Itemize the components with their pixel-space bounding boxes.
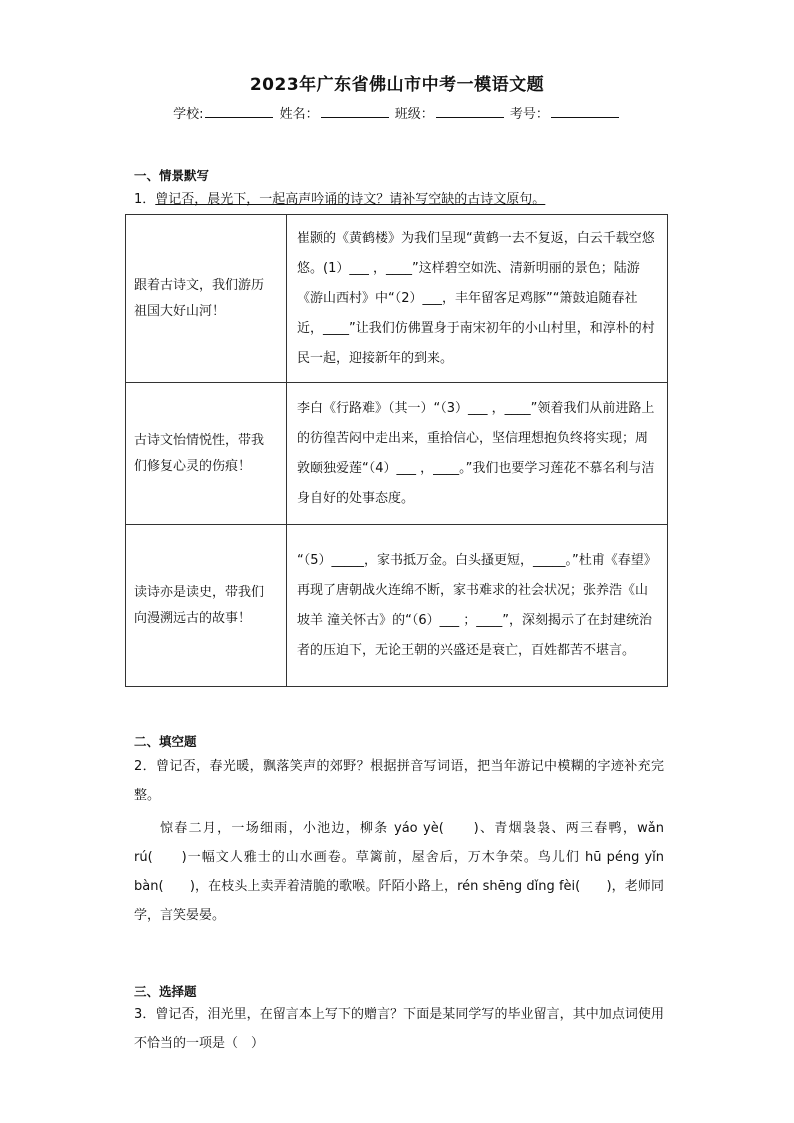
exam-title: 2023年广东省佛山市中考一模语文题 <box>249 75 545 95</box>
question-3-number: 3． <box>134 1007 156 1022</box>
question-2-passage: 惊春二月，一场细雨，小池边，柳条 yáo yè( )、青烟袅袅、两三春鸭，wǎn rú( )一幅文人雅士的山水画卷。草篱前，屋舍后，万木争荣。鸟儿们 hū péng yǐn bàn( )，在枝头上卖弄着清脆的歌喉。阡陌小路上，rén shēng dǐng fèi( )，老师同学，言笑晏晏。 <box>134 821 664 923</box>
name-blank <box>321 105 389 118</box>
section-heading-2: 二、填空题 <box>134 734 197 749</box>
class-label: 班级： <box>394 107 434 122</box>
table-cell-theme: 跟着古诗文，我们游历祖国大好山河！ <box>126 215 287 383</box>
class-blank <box>436 105 504 118</box>
school-blank <box>205 105 273 118</box>
table-row <box>126 525 668 687</box>
number-label: 考号： <box>509 107 549 122</box>
table-cell-content: 崔颢的《黄鹤楼》为我们呈现“黄鹤一去不复返，白云千载空悠悠。(1）___ ，____”这样碧空如洗、清新明丽的景色；陆游《游山西村》中“（2）___，丰年留客足鸡豚”“箫鼓追随春社近，____”让我们仿佛置身于南宋初年的小山村里，和淳朴的村民一起，迎接新年的到来。 <box>287 215 668 383</box>
school-label: 学校: <box>173 107 204 122</box>
question-1-text: 曾记否，晨光下，一起高声吟诵的诗文？请补写空缺的古诗文原句。 <box>155 192 546 207</box>
name-label: 姓名： <box>279 107 319 122</box>
question-2 <box>134 752 664 810</box>
section-heading-1: 一、情景默写 <box>134 168 210 183</box>
table-cell-content: “（5）_____，家书抵万金。白头搔更短，_____。”杜甫《春望》再现了唐朝战火连绵不断，家书难求的社会状况；张养浩《山坡羊 潼关怀古》的“（6）___ ；____”，深刻揭示了在封建统治者的压迫下，无论王朝的兴盛还是衰亡，百姓都苦不堪言。 <box>287 525 668 687</box>
table-cell-theme: 古诗文怡情悦性，带我们修复心灵的伤痕！ <box>126 383 287 525</box>
question-2-number: 2． <box>134 759 157 774</box>
table-row <box>126 383 668 525</box>
student-info-line <box>0 103 794 122</box>
table-cell-theme: 读诗亦是读史，带我们向漫溯远古的故事！ <box>126 525 287 687</box>
table-cell-content: 李白《行路难》（其一）“（3）___ ，____”领着我们从前进路上的彷徨苦闷中走出来，重拾信心，坚信理想抱负终将实现；周敦颐独爱莲“（4）___ ，____。”我们也要学习莲花不慕名利与洁身自好的处事态度。 <box>287 383 668 525</box>
table-row <box>126 215 668 383</box>
question-3-text: 曾记否，泪光里，在留言本上写下的赠言？下面是某同学写的毕业留言，其中加点词使用不恰当的一项是（ ） <box>134 1007 664 1051</box>
question-2-text: 曾记否，春光暖，飘落笑声的郊野？根据拼音写词语，把当年游记中模糊的字迹补充完整。 <box>134 759 664 803</box>
question-1 <box>134 186 664 214</box>
poem-table <box>125 214 668 687</box>
number-blank <box>551 105 619 118</box>
question-3 <box>134 1000 664 1058</box>
question-1-number: 1． <box>134 192 156 207</box>
section-heading-3: 三、选择题 <box>134 984 197 999</box>
